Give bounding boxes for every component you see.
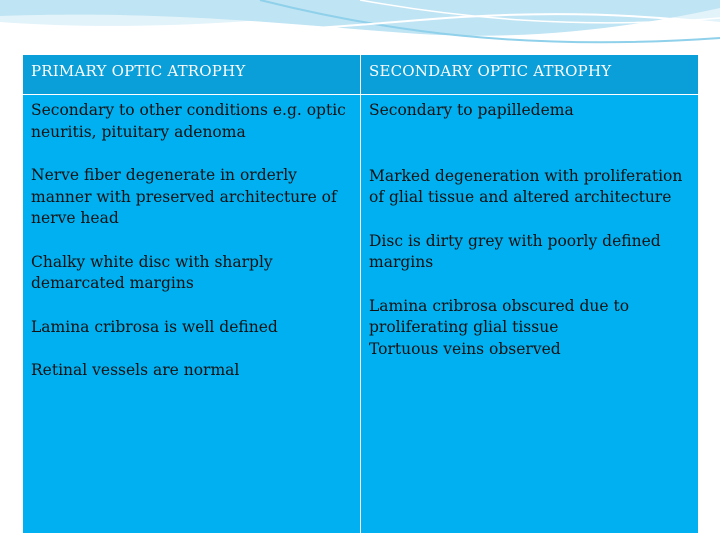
spacer [369, 274, 690, 296]
comparison-table [22, 54, 699, 534]
header-primary-optic-atrophy: PRIMARY OPTIC ATROPHY [23, 55, 361, 95]
secondary-entry-disc: Disc is dirty grey with poorly defined margins [369, 231, 661, 271]
primary-entry-disc: Chalky white disc with sharply demarcated margins [31, 252, 273, 292]
header-wave-decoration [0, 0, 720, 60]
spacer [369, 209, 690, 231]
table-header-row [23, 55, 699, 95]
primary-column-cell [23, 95, 361, 534]
spacer [31, 143, 352, 165]
spacer [369, 122, 690, 166]
secondary-column-cell [361, 95, 699, 534]
primary-entry-retinal-vessels: Retinal vessels are normal [31, 361, 240, 379]
header-secondary-optic-atrophy: SECONDARY OPTIC ATROPHY [361, 55, 699, 95]
secondary-entry-veins: Tortuous veins observed [369, 339, 561, 358]
spacer [31, 230, 352, 252]
spacer [31, 295, 352, 317]
secondary-entry-lamina-cribrosa: Lamina cribrosa obscured due to proliferating glial tissue [369, 296, 630, 336]
secondary-entry-cause: Secondary to papilledema [369, 101, 574, 119]
primary-entry-lamina-cribrosa: Lamina cribrosa is well defined [31, 317, 278, 336]
spacer [31, 338, 352, 360]
table-row [23, 95, 699, 534]
secondary-entry-degeneration: Marked degeneration with proliferation of glial tissue and altered architecture [369, 166, 683, 206]
primary-entry-nerve-fiber: Nerve fiber degenerate in orderly manner with preserved architecture of nerve head [31, 166, 337, 227]
primary-entry-cause: Secondary to other conditions e.g. optic neuritis, pituitary adenoma [31, 101, 346, 141]
